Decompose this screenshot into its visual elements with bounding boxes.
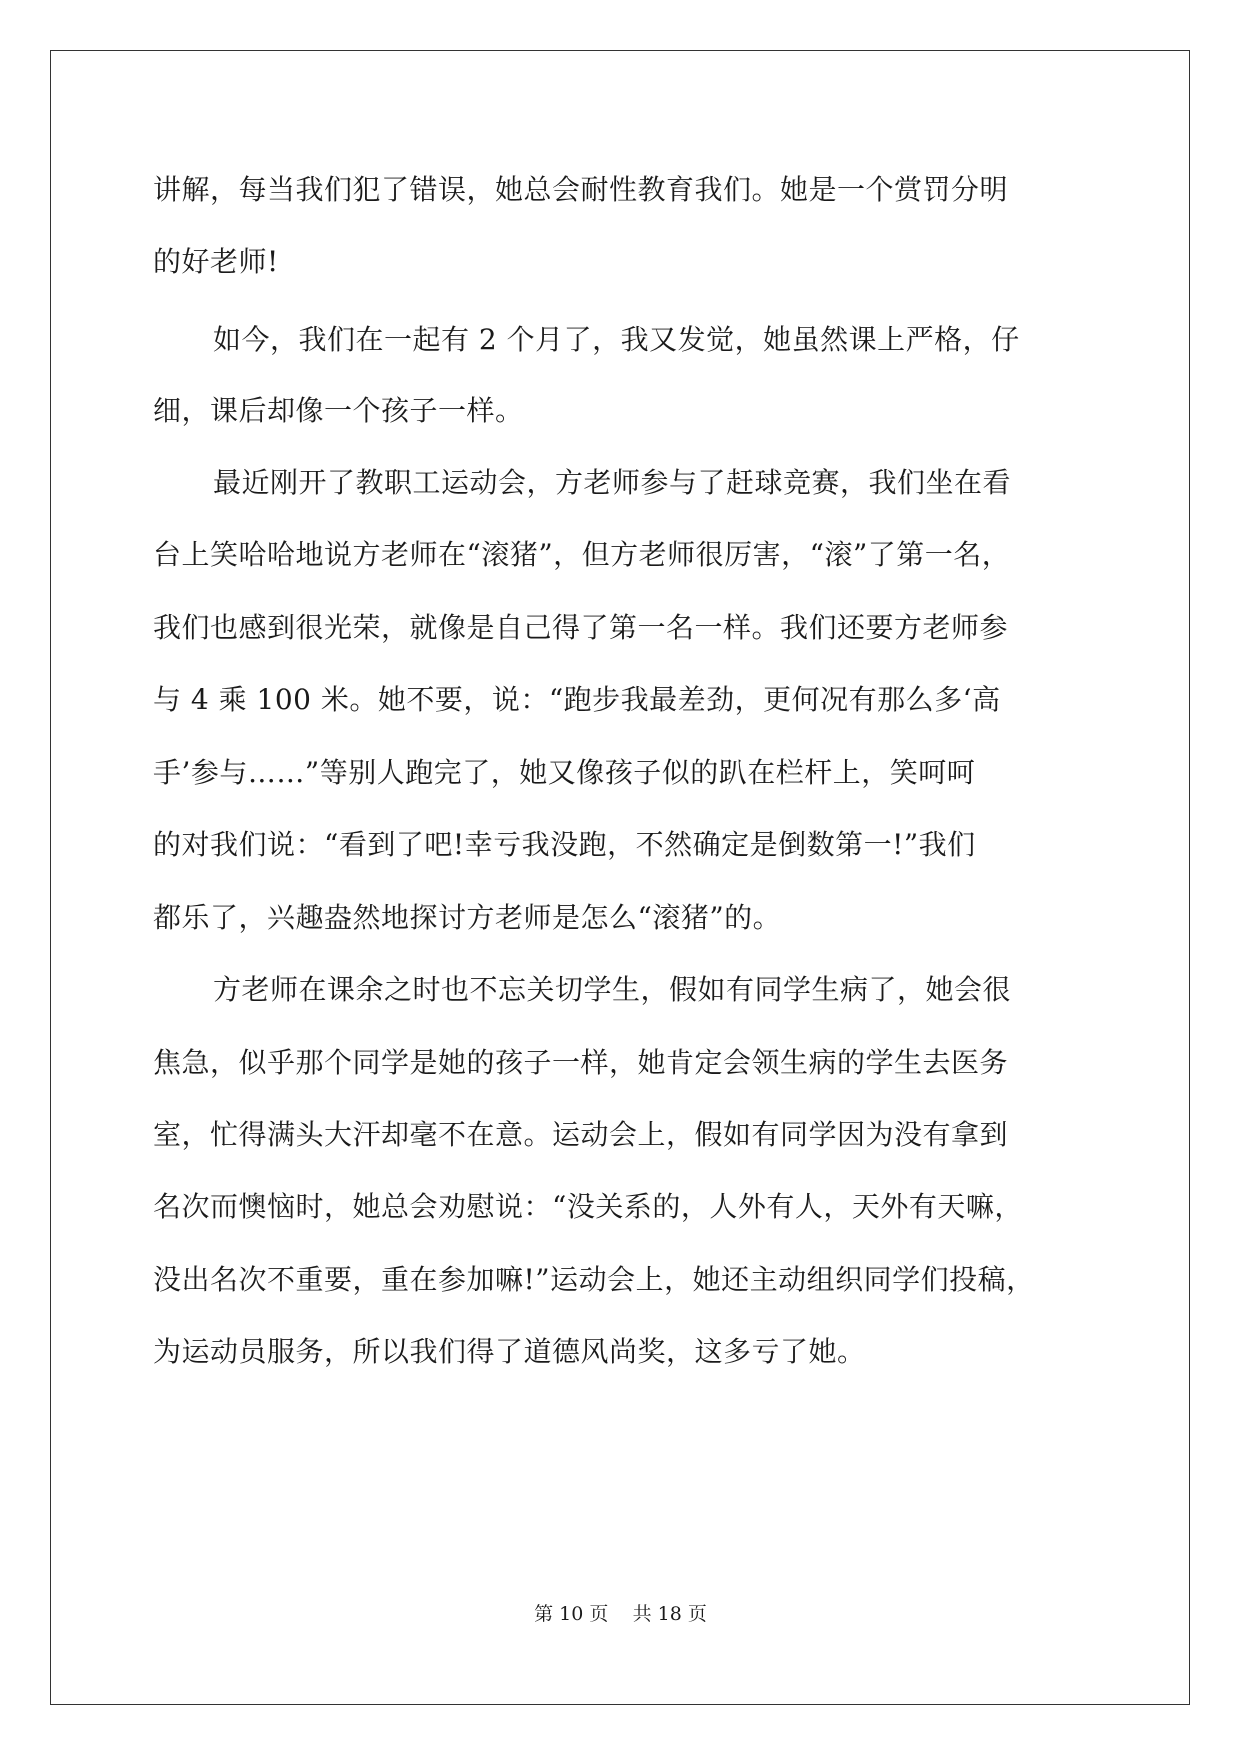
page-frame xyxy=(50,50,1190,1705)
text-line: 没出名次不重要，重在参加嘛!”运动会上，她还主动组织同学们投稿， xyxy=(153,1263,1035,1296)
text-line: 方老师在课余之时也不忘关切学生，假如有同学生病了，她会很 xyxy=(213,973,1012,1006)
text-line: 的对我们说：“看到了吧!幸亏我没跑，不然确定是倒数第一!”我们 xyxy=(153,828,976,861)
text-line: 为运动员服务，所以我们得了道德风尚奖，这多亏了她。 xyxy=(153,1335,866,1368)
text-line: 与 4 乘 100 米。她不要，说：“跑步我最差劲，更何况有那么多‘高 xyxy=(153,683,1001,716)
page-footer xyxy=(0,1602,1241,1626)
text-line: 细，课后却像一个孩子一样。 xyxy=(153,394,524,427)
text-line: 如今，我们在一起有 2 个月了，我又发觉，她虽然课上严格，仔 xyxy=(213,323,1020,356)
page-total: 共 18 页 xyxy=(632,1603,707,1625)
text-line: 台上笑哈哈地说方老师在“滚猪”，但方老师很厉害，“滚”了第一名， xyxy=(153,538,1011,571)
text-line: 的好老师! xyxy=(153,245,279,278)
text-line: 我们也感到很光荣，就像是自己得了第一名一样。我们还要方老师参 xyxy=(153,611,1009,644)
text-line: 都乐了，兴趣盎然地探讨方老师是怎么“滚猪”的。 xyxy=(153,901,782,934)
text-line: 手’参与……”等别人跑完了，她又像孩子似的趴在栏杆上，笑呵呵 xyxy=(153,756,976,789)
text-line: 最近刚开了教职工运动会，方老师参与了赶球竞赛，我们坐在看 xyxy=(213,466,1012,499)
text-line: 室，忙得满头大汗却毫不在意。运动会上，假如有同学因为没有拿到 xyxy=(153,1118,1009,1151)
page-number: 第 10 页 xyxy=(534,1603,609,1625)
text-line: 焦急，似乎那个同学是她的孩子一样，她肯定会领生病的学生去医务 xyxy=(153,1046,1009,1079)
text-line: 讲解，每当我们犯了错误，她总会耐性教育我们。她是一个赏罚分明 xyxy=(153,173,1009,206)
text-line: 名次而懊恼时，她总会劝慰说：“没关系的，人外有人，天外有天嘛， xyxy=(153,1190,1023,1223)
